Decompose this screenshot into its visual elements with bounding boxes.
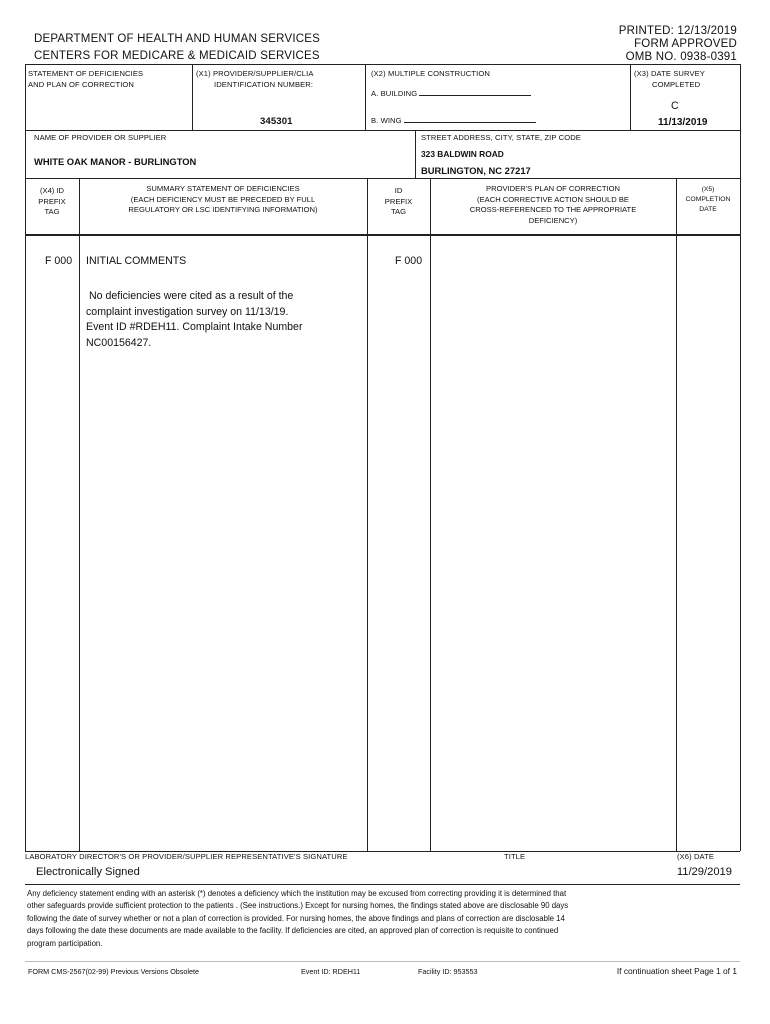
summary-header-line: SUMMARY STATEMENT OF DEFICIENCIES: [146, 184, 300, 193]
department-name: DEPARTMENT OF HEALTH AND HUMAN SERVICES: [34, 33, 320, 45]
entry-text-line: complaint investigation survey on 11/13/19.: [86, 305, 289, 318]
divider: [79, 178, 80, 851]
plan-header-line: PROVIDER'S PLAN OF CORRECTION: [486, 184, 620, 193]
id-header-line: PREFIX: [384, 196, 413, 206]
statement-label-2: AND PLAN OF CORRECTION: [28, 80, 134, 89]
provider-name: WHITE OAK MANOR - BURLINGTON: [34, 156, 197, 167]
divider: [630, 64, 631, 130]
event-id: Event ID: RDEH11: [301, 967, 361, 976]
disclaimer-line: other safeguards provide sufficient protection to the patients . (See instructions.) Except for nursing homes, the findings stated above are disclosable 90 days: [27, 901, 569, 911]
statement-label-1: STATEMENT OF DEFICIENCIES: [28, 69, 144, 78]
date-label: (X6) DATE: [677, 852, 715, 861]
street-address: 323 BALDWIN ROAD: [421, 149, 504, 159]
x5-header-line: (X5): [701, 186, 715, 193]
divider: [367, 178, 368, 851]
plan-header: [430, 184, 676, 226]
x2-wing-label: B. WING: [371, 114, 536, 125]
x3-label-1: (X3) DATE SURVEY: [634, 69, 705, 78]
divider: [430, 178, 431, 851]
divider: [25, 234, 740, 236]
x4-header-line: PREFIX: [38, 196, 66, 206]
x4-header-line: (X4) ID: [39, 186, 65, 195]
plan-header-line: CROSS-REFERENCED TO THE APPROPRIATE: [469, 205, 637, 214]
id-prefix-header: [367, 186, 430, 218]
x2-building-label: A. BUILDING: [371, 87, 531, 98]
building-blank: [419, 87, 531, 96]
form-number: FORM CMS-2567(02-99) Previous Versions Obsolete: [28, 967, 199, 976]
divider: [676, 178, 677, 851]
form-top-border: [25, 64, 740, 65]
entry-text-line: No deficiencies were cited as a result of the: [89, 290, 294, 302]
disclaimer-line: Any deficiency statement ending with an asterisk (*) denotes a deficiency which the institution may be excused from correcting providing it is determined that: [27, 889, 567, 898]
city-state-zip: BURLINGTON, NC 27217: [421, 165, 531, 176]
continuation-sheet: If continuation sheet Page 1 of 1: [616, 966, 737, 976]
x3-label-2: COMPLETED: [652, 80, 701, 89]
plan-header-line: (EACH CORRECTIVE ACTION SHOULD BE: [477, 194, 629, 204]
disclaimer-line: following the date of survey whether or not a plan of correction is provided. For nursing homes, the above findings and plans of correction are disclosable 14: [27, 913, 565, 923]
entry-text: [86, 289, 364, 351]
disclaimer: [27, 888, 742, 950]
divider: [192, 64, 193, 130]
summary-header: [79, 184, 367, 216]
omb-number: OMB NO. 0938-0391: [625, 51, 737, 63]
divider: [25, 961, 740, 962]
entry-title: INITIAL COMMENTS: [86, 255, 187, 267]
x2-label: (X2) MULTIPLE CONSTRUCTION: [371, 69, 490, 78]
disclaimer-line: program participation.: [27, 938, 103, 948]
title-label: TITLE: [504, 852, 526, 861]
provider-name-label: NAME OF PROVIDER OR SUPPLIER: [34, 133, 167, 142]
form-left-border: [25, 64, 26, 851]
x4-header: [25, 186, 79, 218]
disclaimer-line: days following the date these documents are made available to the facility. If deficiencies are cited, an approved plan of correction is requisite to continued: [27, 926, 559, 936]
agency-name: CENTERS FOR MEDICARE & MEDICAID SERVICES: [34, 50, 320, 62]
wing-blank: [404, 114, 536, 123]
x5-header-line: COMPLETION: [685, 196, 731, 203]
divider: [25, 130, 740, 131]
tag-right: F 000: [395, 255, 423, 267]
signature-label: LABORATORY DIRECTOR'S OR PROVIDER/SUPPLIER REPRESENTATIVE'S SIGNATURE: [25, 852, 348, 861]
divider: [365, 64, 366, 130]
divider: [415, 130, 416, 178]
x4-header-line: TAG: [44, 207, 60, 216]
entry-text-line: NC00156427.: [86, 336, 152, 349]
provider-id-number: 345301: [260, 116, 293, 127]
survey-code: C: [671, 100, 679, 112]
address-label: STREET ADDRESS, CITY, STATE, ZIP CODE: [421, 133, 581, 142]
x1-label-1: (X1) PROVIDER/SUPPLIER/CLIA: [196, 69, 314, 78]
signature-date: 11/29/2019: [676, 866, 732, 878]
divider: [25, 884, 740, 885]
x1-label-2: IDENTIFICATION NUMBER:: [214, 80, 314, 89]
x5-header: [676, 185, 740, 215]
form-approved: FORM APPROVED: [634, 38, 737, 50]
tag-left: F 000: [45, 255, 73, 267]
plan-header-line: DEFICIENCY): [528, 215, 578, 225]
form-right-border: [740, 64, 741, 851]
divider: [25, 178, 740, 179]
id-header-line: ID: [394, 186, 403, 195]
summary-header-line: (EACH DEFICIENCY MUST BE PRECEDED BY FULL: [130, 194, 316, 204]
printed-date: PRINTED: 12/13/2019: [618, 25, 737, 37]
signature-value: Electronically Signed: [36, 866, 140, 878]
survey-completed-date: 11/13/2019: [658, 117, 708, 128]
id-header-line: TAG: [390, 207, 407, 216]
x5-header-line: DATE: [699, 206, 717, 213]
facility-id: Facility ID: 953553: [418, 967, 478, 976]
summary-header-line: REGULATORY OR LSC IDENTIFYING INFORMATION): [128, 205, 318, 214]
entry-text-line: Event ID #RDEH11. Complaint Intake Number: [86, 321, 303, 333]
